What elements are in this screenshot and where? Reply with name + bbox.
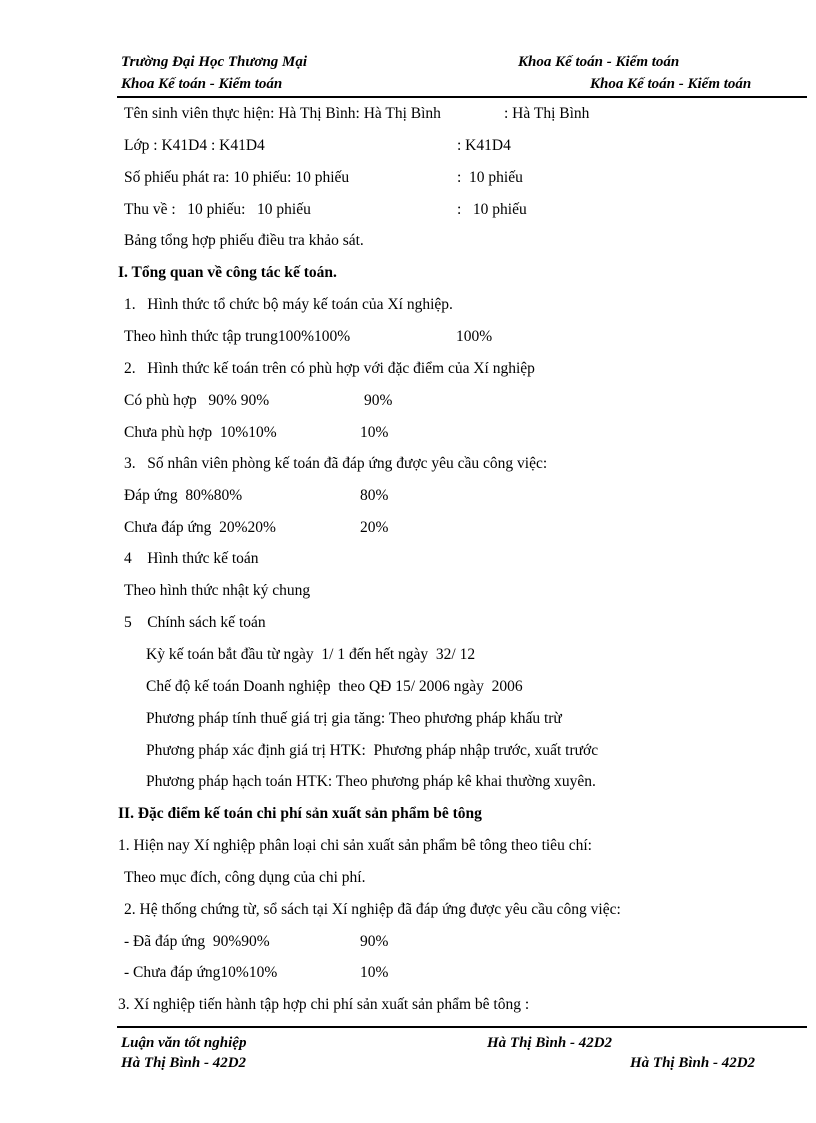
s2-question-3: 3. Xí nghiệp tiến hành tập hợp chi phí sản xuất sản phẩm bê tông : [118,996,530,1013]
q1-answer-1-text: Theo hình thức tập trung100%100% [124,328,351,345]
issued-count: Số phiếu phát ra: 10 phiếu: 10 phiếu [124,169,350,186]
section-2-heading: II. Đặc điểm kế toán chi phí sản xuất sản phẩm bê tông [118,805,482,822]
header-school-name: Trường Đại Học Thương Mại [121,54,308,70]
collected-count: Thu về : 10 phiếu: 10 phiếu [124,201,311,218]
q2-answer-2-pct: 10% [360,424,389,441]
s2-q2-answer-2-pct: 10% [360,964,389,981]
header-rule [117,96,807,98]
s2-q2-answer-1-pct: 90% [360,933,389,950]
s2-question-1: 1. Hiện nay Xí nghiệp phân loại chi sản xuất sản phẩm bê tông theo tiêu chí: [118,837,592,854]
q5-inventory-valuation: Phương pháp xác định giá trị HTK: Phương pháp nhập trước, xuất trước [146,742,599,759]
footer-author-left: Hà Thị Bình - 42D2 [121,1055,247,1071]
s2-q2-answer-1-text: - Đã đáp ứng 90%90% [124,933,270,950]
q2-answer-2 [124,423,804,483]
s2-q2-answer-2-text: - Chưa đáp ứng10%10% [124,964,278,981]
q2-answer-2-text: Chưa phù hợp 10%10% [124,424,277,441]
q3-answer-1-pct: 80% [360,487,389,504]
q3-answer-1-text: Đáp ứng 80%80% [124,487,243,504]
question-3: 3. Số nhân viên phòng kế toán đã đáp ứng được yêu cầu công việc: [124,455,548,472]
q5-accounting-regime: Chế độ kế toán Doanh nghiệp theo QĐ 15/ 2006 ngày 2006 [146,678,523,695]
q2-answer-1-text: Có phù hợp 90% 90% [124,392,270,409]
q2-answer-1-pct: 90% [364,392,393,409]
issued-count-repeat: : 10 phiếu [457,169,523,186]
header-faculty-right: Khoa Kế toán - Kiểm toán [590,76,752,92]
question-5: 5 Chính sách kế toán [124,614,266,631]
collected-line [124,200,804,260]
class-name-repeat: : K41D4 [457,137,511,154]
footer-author: Hà Thị Bình - 42D2 [487,1035,613,1051]
q3-answer-2-pct: 20% [360,519,389,536]
s2-q1-answer: Theo mục đích, công dụng của chi phí. [124,869,366,886]
q5-vat-method: Phương pháp tính thuế giá trị gia tăng: Theo phương pháp khấu trừ [146,710,562,727]
s2-question-2: 2. Hệ thống chứng từ, sổ sách tại Xí nghiệp đã đáp ứng được yêu cầu công việc: [124,901,621,918]
q1-answer-1-pct: 100% [456,328,493,345]
q5-fiscal-period: Kỳ kế toán bắt đầu từ ngày 1/ 1 đến hết ngày 32/ 12 [146,646,476,663]
survey-summary: Bảng tổng hợp phiếu điều tra khảo sát. [124,232,364,249]
question-2: 2. Hình thức kế toán trên có phù hợp với đặc điểm của Xí nghiệp [124,360,535,377]
collected-count-repeat: : 10 phiếu [457,201,527,218]
footer-author-right: Hà Thị Bình - 42D2 [630,1055,756,1071]
q5-inventory-accounting: Phương pháp hạch toán HTK: Theo phương pháp kê khai thường xuyên. [146,773,596,790]
q4-answer: Theo hình thức nhật ký chung [124,582,311,599]
footer-rule [117,1026,807,1028]
student-name-repeat: : Hà Thị Bình [504,105,590,122]
q3-answer-2-text: Chưa đáp ứng 20%20% [124,519,276,536]
question-1: 1. Hình thức tổ chức bộ máy kế toán của Xí nghiệp. [124,296,453,313]
class-name: Lớp : K41D4 : K41D4 [124,137,265,154]
student-name: Tên sinh viên thực hiện: Hà Thị Bình: Hà Thị Bình [124,105,441,122]
header-faculty-left: Khoa Kế toán - Kiểm toán [121,76,283,92]
section-1-heading: I. Tổng quan về công tác kế toán. [118,264,337,281]
q3-answer-2 [124,518,804,578]
header-faculty: Khoa Kế toán - Kiểm toán [518,54,680,70]
question-4: 4 Hình thức kế toán [124,550,259,567]
footer-thesis-label: Luận văn tốt nghiệp [121,1035,247,1051]
